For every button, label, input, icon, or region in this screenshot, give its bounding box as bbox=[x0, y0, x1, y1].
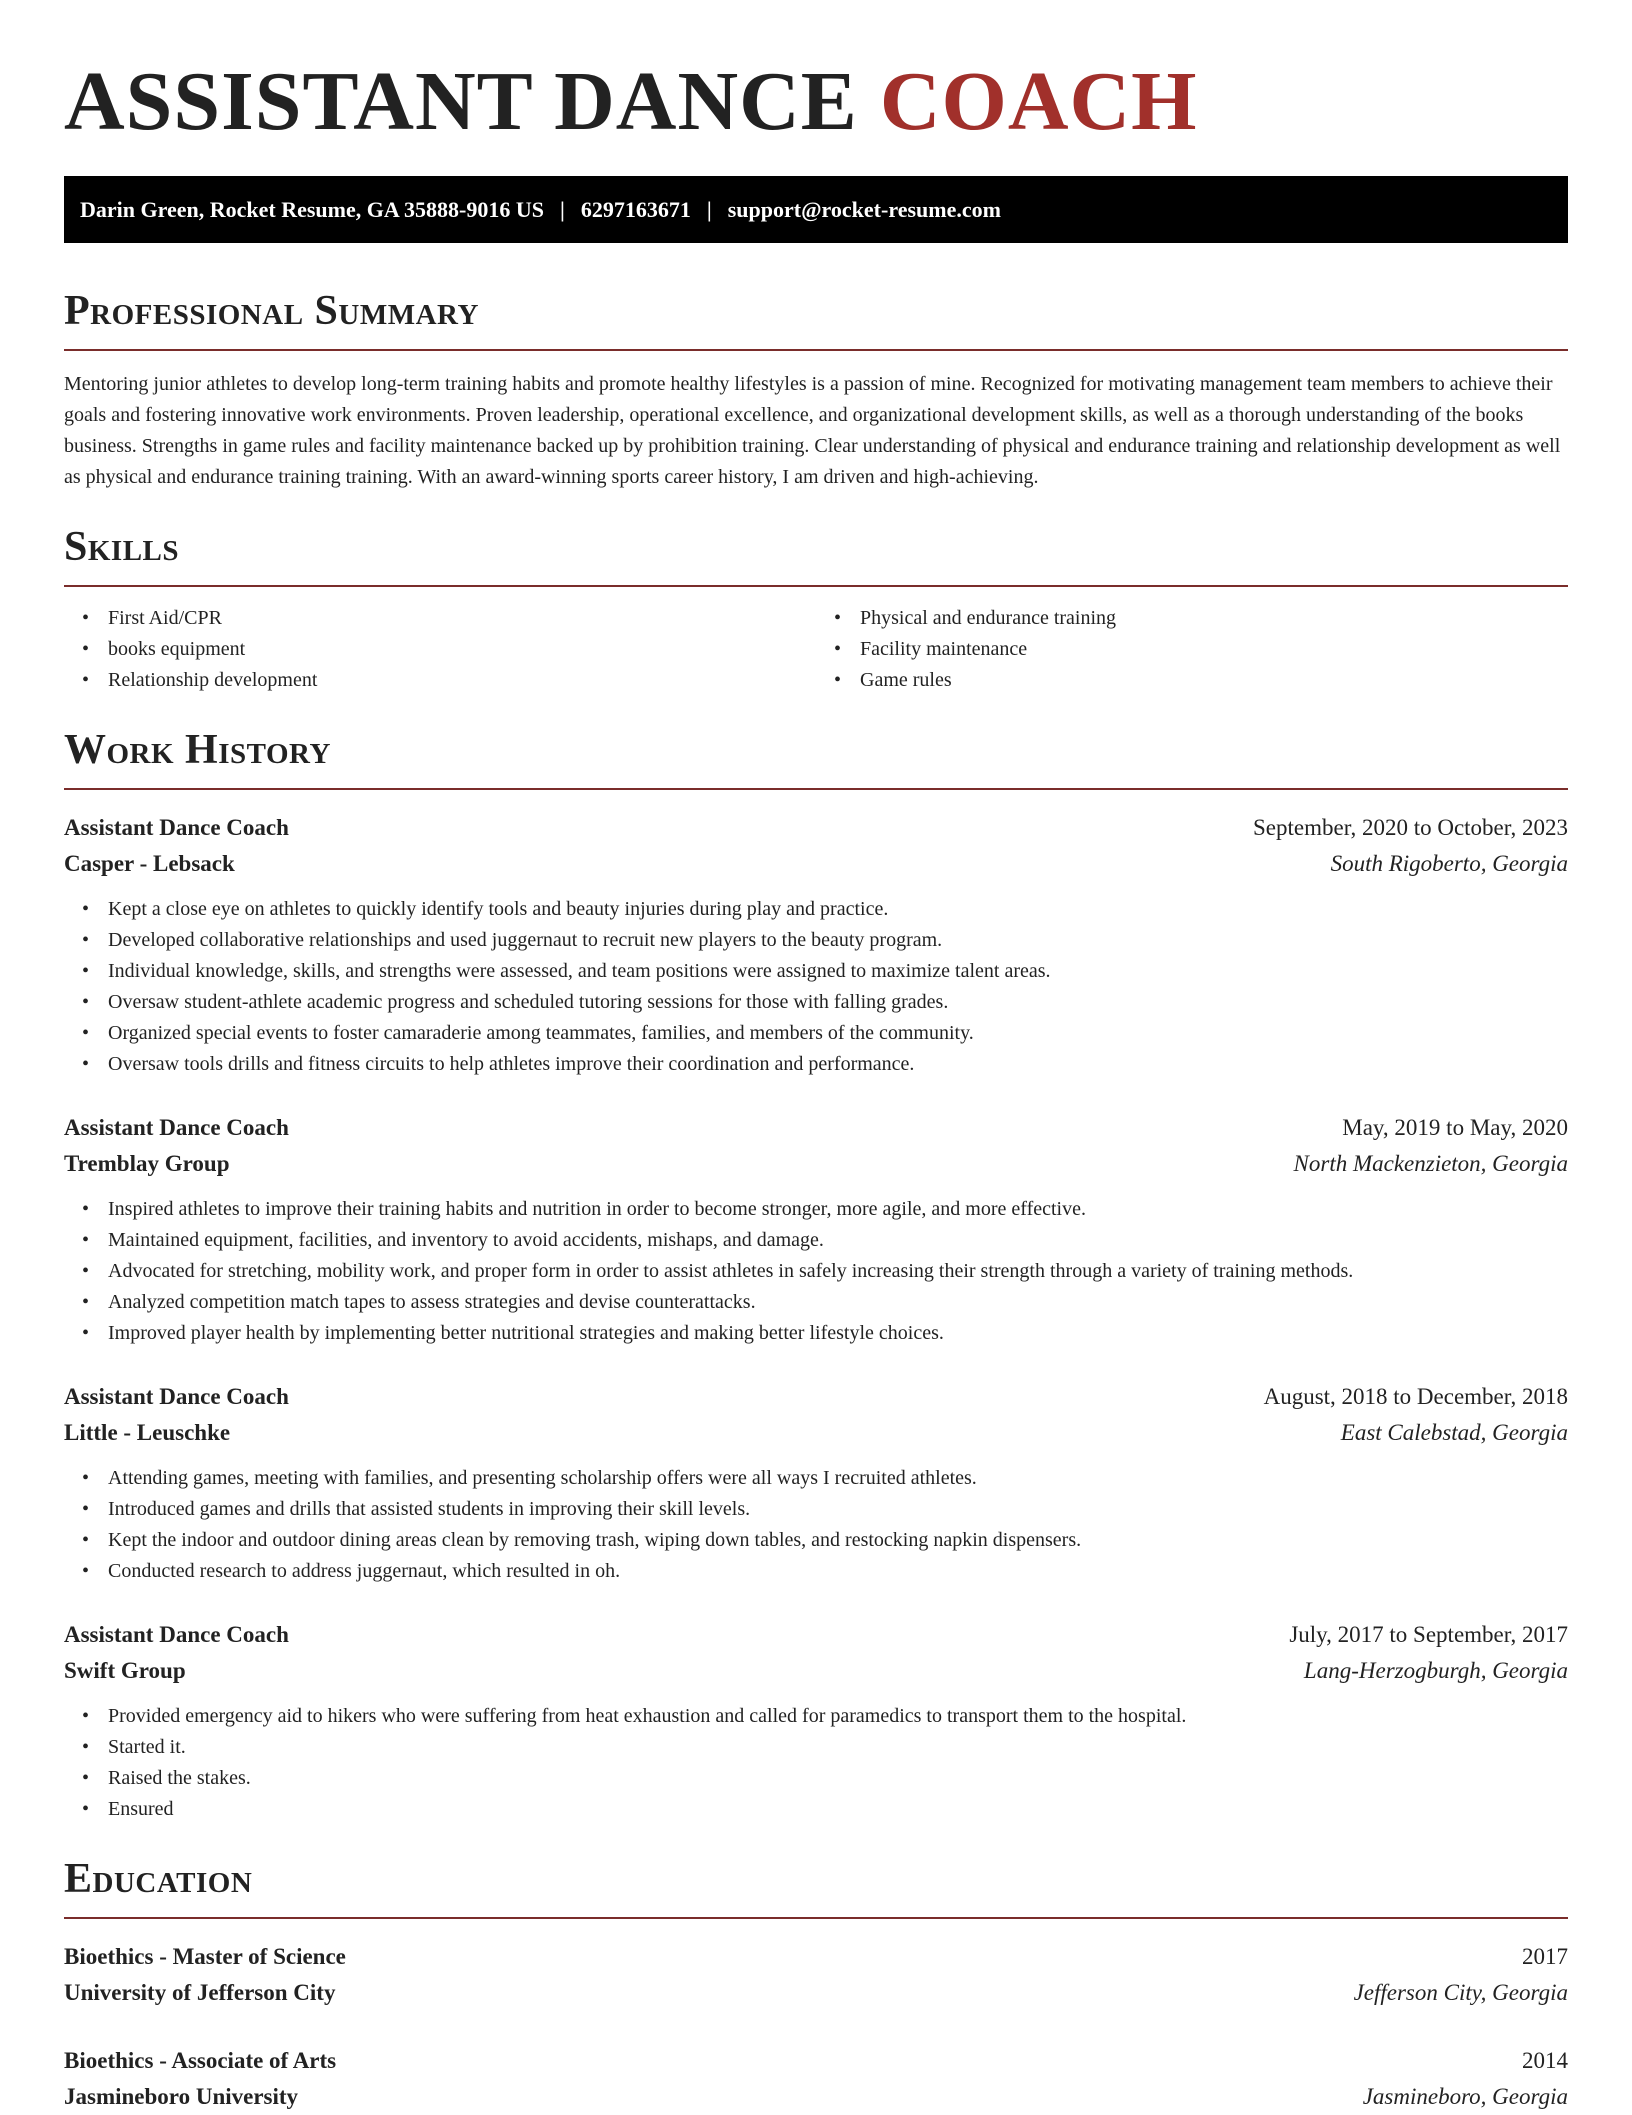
job-bullet: • Attending games, meeting with families, and presenting scholarship offers were all ways I recruited athletes. bbox=[108, 1463, 1568, 1494]
contact-separator: | bbox=[706, 196, 712, 222]
job-bullets bbox=[64, 1463, 1568, 1587]
job-bullets bbox=[64, 1194, 1568, 1349]
job-bullet: • Provided emergency aid to hikers who were suffering from heat exhaustion and called for paramedics to transport them to the hospital. bbox=[108, 1701, 1568, 1732]
job-location: East Calebstad, Georgia bbox=[1340, 1420, 1568, 1445]
contact-separator: | bbox=[560, 196, 565, 222]
education-heading: Education bbox=[64, 1856, 253, 1902]
job-dates: September, 2020 to October, 2023 bbox=[1253, 815, 1568, 840]
job-entry bbox=[64, 1617, 1568, 1825]
job-bullet: • Inspired athletes to improve their training habits and nutrition in order to become stronger, more agile, and more effective. bbox=[108, 1194, 1568, 1225]
job-bullets bbox=[64, 1701, 1568, 1825]
job-bullet: • Kept the indoor and outdoor dining areas clean by removing trash, wiping down tables, and restocking napkin dispensers. bbox=[108, 1525, 1568, 1556]
skills-column-right bbox=[816, 603, 1568, 696]
job-title: Assistant Dance Coach bbox=[64, 1115, 289, 1140]
skill-item: • books equipment bbox=[108, 634, 816, 665]
job-dates: August, 2018 to December, 2018 bbox=[1263, 1384, 1568, 1409]
job-company: Swift Group bbox=[64, 1658, 186, 1683]
skill-item: • Relationship development bbox=[108, 665, 816, 696]
education-entry bbox=[64, 2043, 1568, 2115]
contact-address: Darin Green, Rocket Resume, GA 35888-9016 US bbox=[80, 196, 544, 222]
job-company: Tremblay Group bbox=[64, 1151, 230, 1176]
job-entry bbox=[64, 1379, 1568, 1587]
graduation-year: 2017 bbox=[1522, 1944, 1568, 1969]
job-entry bbox=[64, 810, 1568, 1080]
education-entry bbox=[64, 1939, 1568, 2011]
job-title: Assistant Dance Coach bbox=[64, 1384, 289, 1409]
job-bullet: • Individual knowledge, skills, and strengths were assessed, and team positions were assigned to maximize talent areas. bbox=[108, 956, 1568, 987]
job-bullet: • Started it. bbox=[108, 1732, 1568, 1763]
section-divider bbox=[64, 788, 1568, 790]
job-location: South Rigoberto, Georgia bbox=[1330, 851, 1568, 876]
skills-heading: Skills bbox=[64, 524, 180, 570]
job-entry bbox=[64, 1110, 1568, 1349]
job-location: North Mackenzieton, Georgia bbox=[1293, 1151, 1568, 1176]
job-bullet: • Raised the stakes. bbox=[108, 1763, 1568, 1794]
job-bullet: • Kept a close eye on athletes to quickly identify tools and beauty injuries during play and practice. bbox=[108, 894, 1568, 925]
job-dates: May, 2019 to May, 2020 bbox=[1342, 1115, 1568, 1140]
job-company: Little - Leuschke bbox=[64, 1420, 231, 1445]
job-title: Assistant Dance Coach bbox=[64, 815, 289, 840]
degree: Bioethics - Master of Science bbox=[64, 1944, 346, 1969]
skills-column-left bbox=[64, 603, 816, 696]
job-bullet: • Advocated for stretching, mobility work, and proper form in order to assist athletes in safely increasing their strength through a variety of training methods. bbox=[108, 1256, 1568, 1287]
school-location: Jefferson City, Georgia bbox=[1353, 1980, 1568, 2005]
school-name: University of Jefferson City bbox=[64, 1980, 336, 2005]
work-history-heading: Work History bbox=[64, 727, 331, 773]
section-divider bbox=[64, 349, 1568, 351]
contact-phone[interactable]: 6297163671 bbox=[580, 196, 691, 222]
skill-item: • Facility maintenance bbox=[860, 634, 1568, 665]
job-title: Assistant Dance Coach bbox=[64, 1622, 289, 1647]
school-name: Jasmineboro University bbox=[64, 2084, 299, 2109]
skill-item: • Physical and endurance training bbox=[860, 603, 1568, 634]
degree: Bioethics - Associate of Arts bbox=[64, 2048, 337, 2073]
job-bullet: • Analyzed competition match tapes to assess strategies and devise counterattacks. bbox=[108, 1287, 1568, 1318]
job-bullet: • Organized special events to foster camaraderie among teammates, families, and members of the community. bbox=[108, 1018, 1568, 1049]
job-bullet: • Introduced games and drills that assisted students in improving their skill levels. bbox=[108, 1494, 1568, 1525]
section-divider bbox=[64, 1917, 1568, 1919]
job-bullet: • Oversaw tools drills and fitness circuits to help athletes improve their coordination and performance. bbox=[108, 1049, 1568, 1080]
job-dates: July, 2017 to September, 2017 bbox=[1289, 1622, 1568, 1647]
graduation-year: 2014 bbox=[1522, 2048, 1568, 2073]
contact-email[interactable]: support@rocket-resume.com bbox=[727, 196, 1001, 222]
job-bullet: • Conducted research to address juggernaut, which resulted in oh. bbox=[108, 1556, 1568, 1587]
skill-item: • Game rules bbox=[860, 665, 1568, 696]
title-main: ASSISTANT DANCE bbox=[64, 55, 858, 148]
job-location: Lang-Herzogburgh, Georgia bbox=[1303, 1658, 1568, 1683]
job-bullets bbox=[64, 894, 1568, 1080]
job-company: Casper - Lebsack bbox=[64, 851, 235, 876]
job-bullet: • Oversaw student-athlete academic progress and scheduled tutoring sessions for those with falling grades. bbox=[108, 987, 1568, 1018]
summary-text: Mentoring junior athletes to develop long-term training habits and promote healthy lifestyles is a passion of mine. Recognized for motivating management team members to achieve their goals and fostering innovative work environments. Proven leadership, operational excellence, and organizational development skills, as well as a thorough understanding of the books business. Strengths in game rules and facility maintenance backed up by prohibition training. Clear understanding of physical and endurance training and relationship development as well as physical and endurance training training. With an award-winning sports career history, I am driven and high-achieving. bbox=[64, 373, 1561, 488]
job-bullet: • Developed collaborative relationships and used juggernaut to recruit new players to the beauty program. bbox=[108, 925, 1568, 956]
school-location: Jasmineboro, Georgia bbox=[1362, 2084, 1568, 2109]
skills-list bbox=[64, 603, 1568, 696]
title-accent: COACH bbox=[879, 55, 1198, 148]
section-divider bbox=[64, 585, 1568, 587]
job-bullet: • Maintained equipment, facilities, and inventory to avoid accidents, mishaps, and damage. bbox=[108, 1225, 1568, 1256]
contact-bar bbox=[64, 176, 1568, 243]
job-bullet: • Improved player health by implementing better nutritional strategies and making better lifestyle choices. bbox=[108, 1318, 1568, 1349]
summary-heading: Professional Summary bbox=[64, 288, 479, 334]
resume-title bbox=[64, 52, 1568, 152]
skill-item: • First Aid/CPR bbox=[108, 603, 816, 634]
job-bullet: • Ensured bbox=[108, 1794, 1568, 1825]
